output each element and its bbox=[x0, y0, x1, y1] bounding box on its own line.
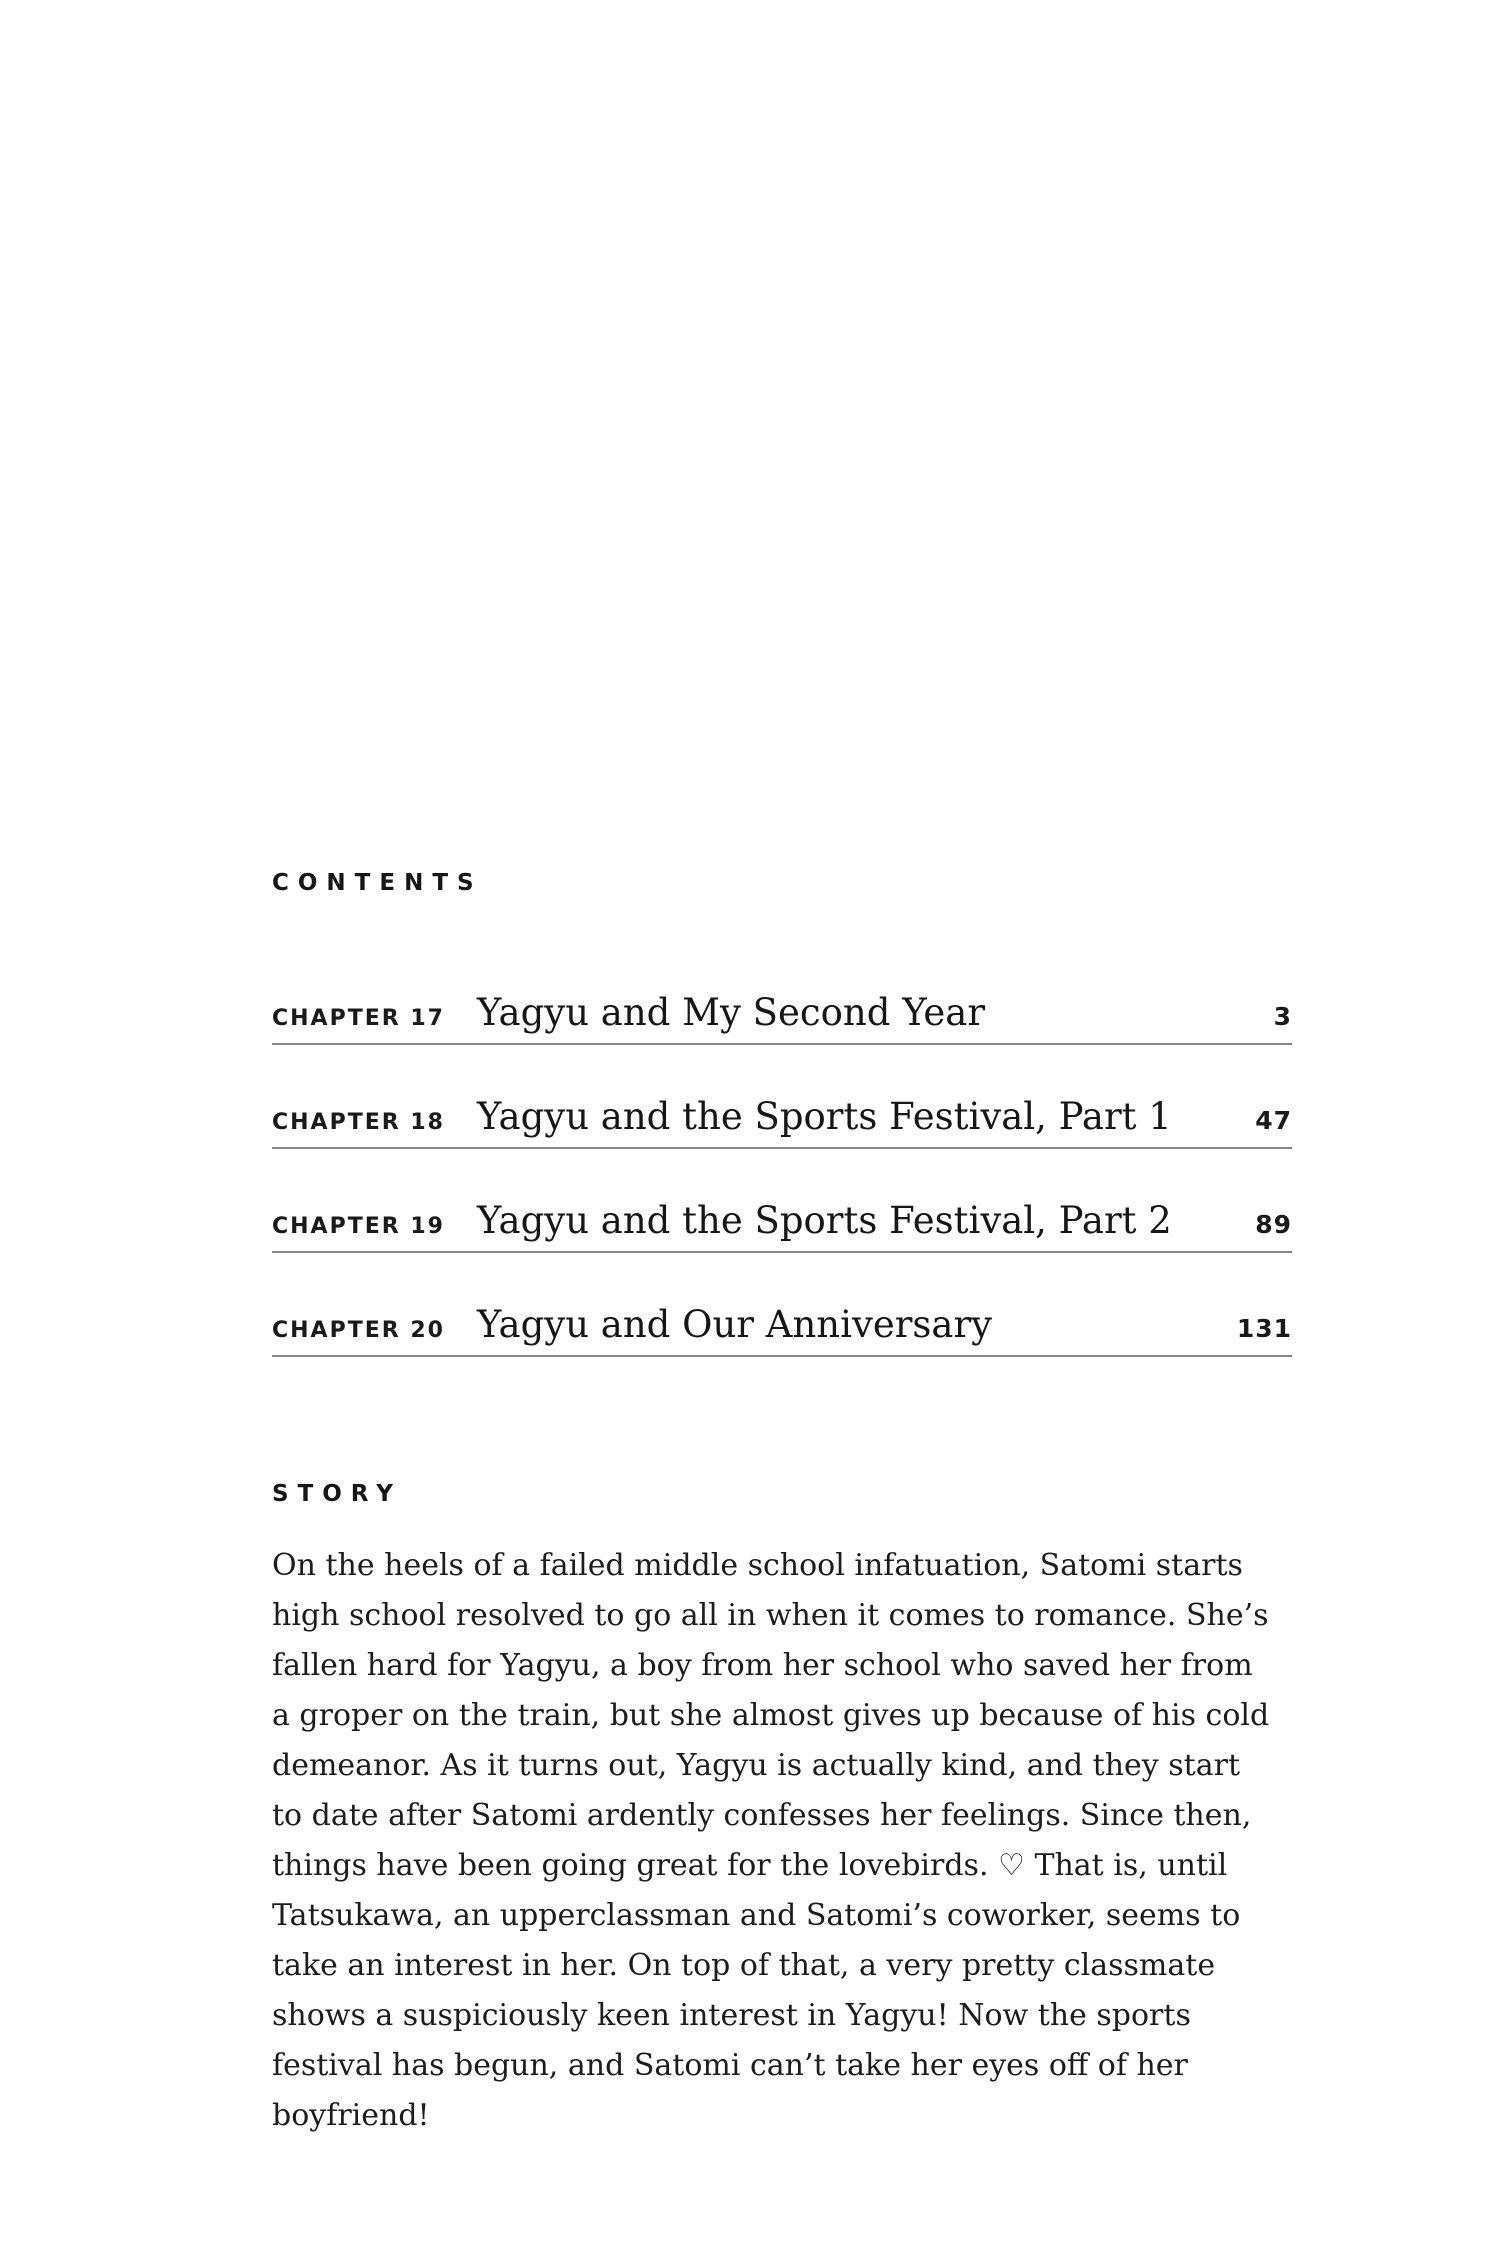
story-line: things have been going great for the lovebirds. ♡ That is, until bbox=[272, 1848, 1228, 1883]
chapter-page-number: 47 bbox=[1255, 1106, 1292, 1135]
story-line: festival has begun, and Satomi can’t take her eyes off of her bbox=[272, 2048, 1188, 2083]
toc-row-content bbox=[272, 1199, 1292, 1242]
contents-heading: CONTENTS bbox=[272, 870, 483, 896]
story-line: On the heels of a failed middle school infatuation, Satomi starts bbox=[272, 1548, 1243, 1583]
toc-row-content bbox=[272, 1303, 1292, 1346]
table-of-contents bbox=[272, 941, 1292, 1357]
chapter-label: CHAPTER 18 bbox=[272, 1110, 445, 1135]
toc-row-content bbox=[272, 1095, 1292, 1138]
chapter-page-number: 131 bbox=[1236, 1314, 1292, 1343]
chapter-title: Yagyu and the Sports Festival, Part 2 bbox=[477, 1199, 1172, 1242]
chapter-title: Yagyu and My Second Year bbox=[477, 991, 986, 1034]
story-line: take an interest in her. On top of that, a very pretty classmate bbox=[272, 1948, 1216, 1983]
chapter-page-number: 3 bbox=[1273, 1002, 1292, 1031]
story-heading: STORY bbox=[272, 1481, 402, 1507]
story-synopsis bbox=[272, 1541, 1292, 2141]
toc-row-chapter-20[interactable] bbox=[272, 1253, 1292, 1357]
story-line: high school resolved to go all in when it comes to romance. She’s bbox=[272, 1598, 1269, 1633]
chapter-label: CHAPTER 19 bbox=[272, 1214, 445, 1239]
chapter-page-number: 89 bbox=[1255, 1210, 1292, 1239]
chapter-title: Yagyu and the Sports Festival, Part 1 bbox=[477, 1095, 1172, 1138]
story-line: boyfriend! bbox=[272, 2098, 430, 2133]
toc-row-content bbox=[272, 991, 1292, 1034]
toc-row-chapter-18[interactable] bbox=[272, 1045, 1292, 1149]
story-line: fallen hard for Yagyu, a boy from her school who saved her from bbox=[272, 1648, 1253, 1683]
story-line: shows a suspiciously keen interest in Yagyu! Now the sports bbox=[272, 1998, 1191, 2033]
story-line: a groper on the train, but she almost gives up because of his cold bbox=[272, 1698, 1270, 1733]
story-line: demeanor. As it turns out, Yagyu is actually kind, and they start bbox=[272, 1748, 1240, 1783]
toc-row-chapter-19[interactable] bbox=[272, 1149, 1292, 1253]
chapter-label: CHAPTER 17 bbox=[272, 1006, 445, 1031]
chapter-label: CHAPTER 20 bbox=[272, 1318, 445, 1343]
story-line: to date after Satomi ardently confesses her feelings. Since then, bbox=[272, 1798, 1252, 1833]
toc-row-chapter-17[interactable] bbox=[272, 941, 1292, 1045]
chapter-title: Yagyu and Our Anniversary bbox=[477, 1303, 993, 1346]
story-line: Tatsukawa, an upperclassman and Satomi’s coworker, seems to bbox=[272, 1898, 1241, 1933]
